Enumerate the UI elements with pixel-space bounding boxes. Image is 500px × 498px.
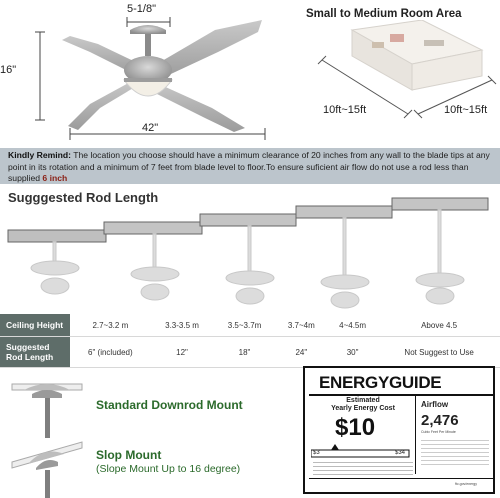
ceiling-height-cell: 4~4.5m (327, 314, 378, 337)
rod-length-table (0, 314, 500, 368)
ceiling-height-cell: 3.7~4m (276, 314, 327, 337)
slope-mount-sublabel: (Slope Mount Up to 16 degree) (96, 463, 241, 475)
airflow-label: Airflow (421, 400, 449, 409)
kindly-remind-banner (0, 148, 500, 184)
airflow-unit: Cubic Feet Per Minute (421, 430, 456, 434)
standard-mount-icon (10, 380, 90, 440)
energy-cost-value: $10 (335, 414, 376, 441)
ceiling-height-header: Ceiling Height (0, 314, 70, 337)
room-left-dim: 10ft~15ft (323, 104, 367, 116)
fan-span-label: 42" (142, 122, 159, 134)
fan-width-label: 5-1/8" (127, 3, 156, 15)
energy-fine-print (313, 462, 413, 476)
ceiling-height-row (0, 314, 500, 337)
fan-height-label: 16" (0, 64, 17, 76)
energy-high: $34 (395, 450, 406, 456)
rod-length-diagram (0, 196, 500, 314)
energy-footer: ftc.gov/energy (455, 482, 477, 486)
room-right-dim: 10ft~15ft (444, 104, 488, 116)
ceiling-height-cell: 3.3-3.5 m (151, 314, 214, 337)
energy-guide-title: ENERGYGUIDE (319, 373, 442, 392)
energy-low: $3 (313, 450, 320, 456)
airflow-value: 2,476 (421, 412, 459, 429)
rod-length-cell: 12" (151, 337, 214, 368)
rod-length-header: Suggested Rod Length (0, 337, 70, 368)
remind-highlight: 6 inch (42, 173, 68, 183)
slope-mount-icon (10, 440, 90, 498)
ceiling-height-cell: Above 4.5 (378, 314, 500, 337)
rod-length-cell: Not Suggest to Use (378, 337, 500, 368)
airflow-fine-print (421, 440, 489, 468)
rod-length-cell: 30" (327, 337, 378, 368)
remind-label: Kindly Remind: (8, 150, 72, 160)
energy-yearly-cost-label: Yearly Energy Cost (331, 405, 395, 412)
rod-length-cell: 6" (included) (70, 337, 151, 368)
standard-mount-label: Standard Downrod Mount (96, 398, 243, 412)
room-illustration (312, 20, 498, 140)
energy-estimated-block (315, 397, 411, 413)
energy-estimated: Estimated (346, 397, 380, 404)
remind-text: The location you choose should have a minimum clearance of 20 inches from any wall to the blade tips at any point in its rotation and a minimum of 7 feet from blade level to floor.To ensure suficient air flow do not use a rod less than supplied (8, 150, 490, 183)
room-area-title: Small to Medium Room Area (306, 8, 462, 20)
rod-length-cell: 24" (276, 337, 327, 368)
energy-guide-label (303, 366, 495, 494)
rod-length-row (0, 337, 500, 368)
slope-mount-label: Slop Mount (96, 448, 162, 462)
rod-length-cell: 18" (213, 337, 275, 368)
rod-length-title: Sugggested Rod Length (8, 190, 159, 205)
ceiling-height-cell: 3.5~3.7m (213, 314, 275, 337)
ceiling-height-cell: 2.7~3.2 m (70, 314, 151, 337)
